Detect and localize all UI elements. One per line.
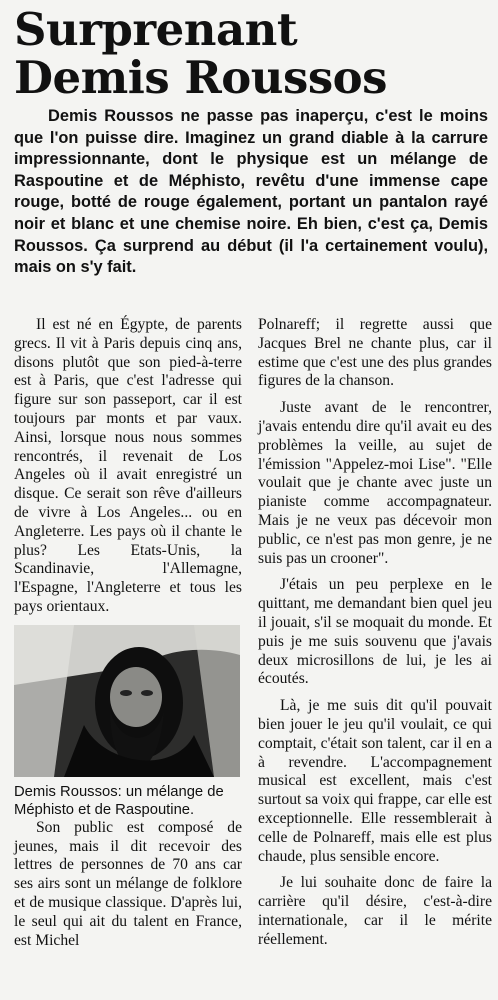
body-paragraph-continued: Polnareff; il regrette aussi que Jacques Brel ne chante plus, car il estime que c'est une des plus grandes figures de la chanson.	[258, 316, 492, 390]
body-paragraph: Je lui souhaite donc de faire la carrière qu'il désire, c'est-à-dire internationale, car il le mérite réellement.	[258, 874, 492, 948]
right-column	[258, 316, 492, 958]
body-paragraph: Là, je me suis dit qu'il pouvait bien jouer le jeu qu'il voulait, ce qui comptait, c'était son talent, car il en a à revendre. L'accompagnement musical est excellent, mais c'est surtout sa voix qui frappe, car elle est exceptionnelle. Elle ressemblerait à celle de Polnareff, mais elle est plus chaude, plus sensible encore.	[258, 697, 492, 865]
photo-caption: Demis Roussos: un mélange de Méphisto et de Raspoutine.	[14, 783, 224, 818]
body-paragraph: Il est né en Égypte, de parents grecs. Il vit à Paris depuis cinq ans, disons plutôt que son pied-à-terre est à Paris, que c'est l'adresse qui figure sur son passeport, car il est toujours par monts et par vaux. Ainsi, lorsque nous nous sommes rencontrés, il revenait de Los Angeles où il avait enregistré un disque. Ce serait son rêve d'ailleurs de vivre à Los Angeles... ou en Angleterre. Les pays où il chante le plus? Les Etats-Unis, la Scandinavie, l'Allemagne, l'Espagne, l'Angleterre et tous les pays orientaux.	[14, 316, 242, 615]
portrait-photo	[14, 625, 240, 777]
article-title	[14, 3, 494, 104]
left-column	[14, 316, 242, 950]
lead-paragraph: Demis Roussos ne passe pas inaperçu, c'est le moins que l'on puisse dire. Imaginez un grand diable à la carrure impressionnante, dont le physique est un mélange de Raspoutine et de Méphisto, revêtu d'une immense cape rouge, botté de rouge également, portant un pantalon rayé noir et blanc et une chemise noire. Eh bien, c'est ça, Demis Roussos. Ça surprend au début (il l'a certainement voulu), mais on s'y fait.	[14, 107, 488, 277]
title-line-1: Surprenant	[14, 3, 298, 56]
body-paragraph: J'étais un peu perplexe en le quittant, me demandant bien quel jeu il jouait, s'il se moquait du monde. Et puis je me suis souvenu que j'avais deux microsillons de lui, je les ai écoutés.	[258, 576, 492, 688]
title-line-2: Demis Roussos	[14, 51, 388, 104]
body-paragraph: Juste avant de le rencontrer, j'avais entendu dire qu'il avait eu des problèmes la veille, au sujet de l'émission "Appelez-moi Lise". "Elle voulait que je chante avec juste un pianiste comme accompagnateur. Mais je ne veux pas décevoir mon public, ce n'est pas mon genre, je ne suis pas un crooner".	[258, 399, 492, 567]
article-lead	[14, 106, 488, 279]
body-paragraph: Son public est composé de jeunes, mais il dit recevoir des lettres de personnes de 70 ans car ses airs sont un mélange de folklore et de musique classique. D'après lui, le seul qui ait du talent en France, est Michel	[14, 818, 242, 949]
